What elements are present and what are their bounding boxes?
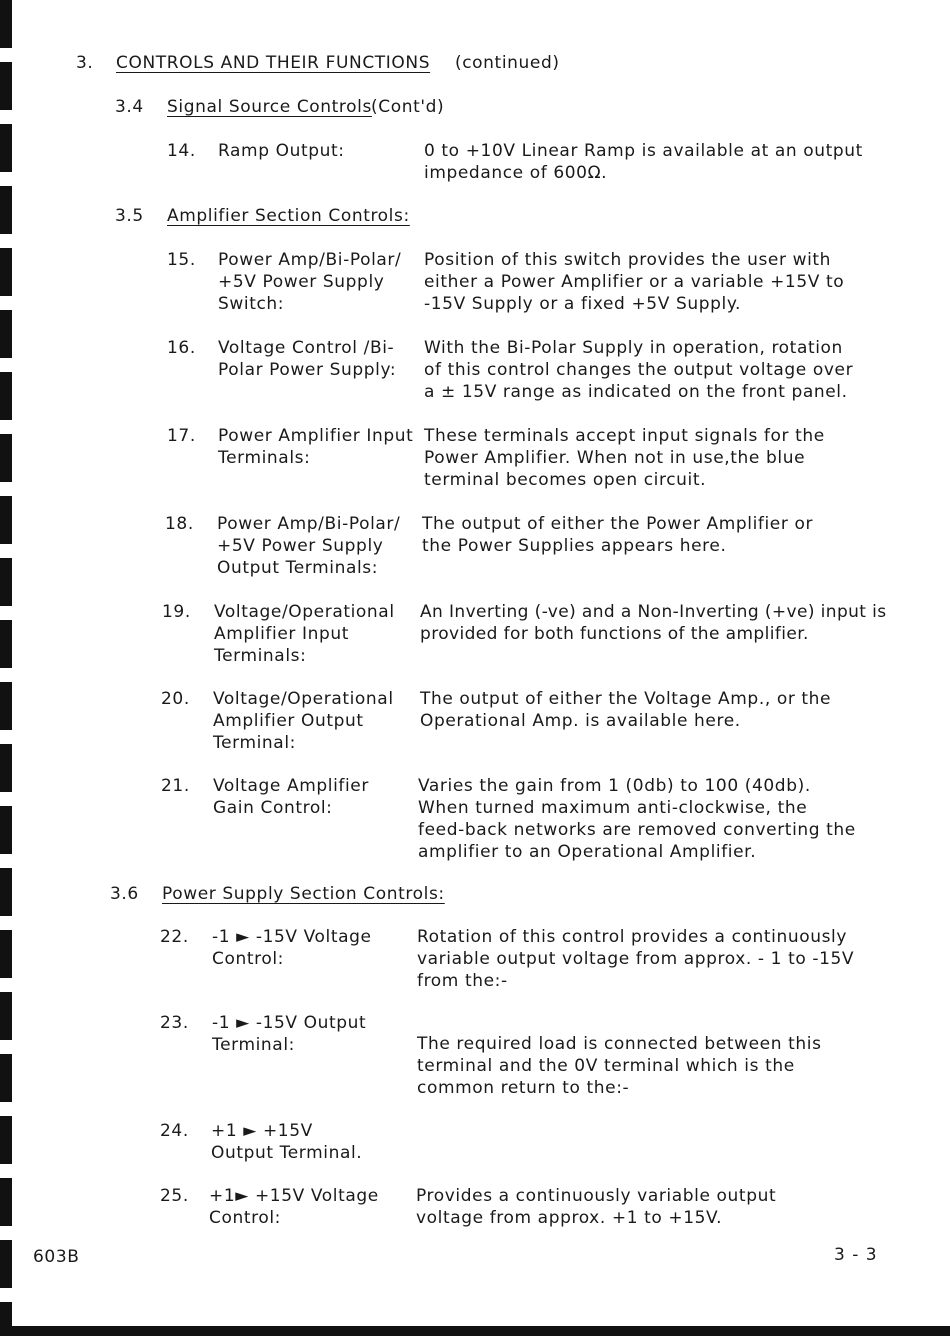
item-description: Varies the gain from 1 (0db) to 100 (40db). When turned maximum anti-clockwise, the feed-back networks are removed converting the amplifier to an Operational Amplifier.: [418, 776, 856, 862]
item-label: Voltage/Operational Amplifier Output Terminal:: [213, 689, 394, 753]
item-description: Provides a continuously variable output voltage from approx. +1 to +15V.: [416, 1186, 777, 1228]
item-label: +1 ► +15V Output Terminal.: [211, 1121, 363, 1163]
item-number: 25.: [160, 1186, 189, 1206]
item-label: Voltage Control /Bi-Polar Power Supply:: [218, 338, 397, 380]
item-label: Voltage Amplifier Gain Control:: [213, 776, 369, 818]
item-label: -1 ► -15V Voltage Control:: [212, 927, 372, 969]
item-number: 22.: [160, 927, 189, 947]
item-description: The required load is connected between this terminal and the 0V terminal which is the common return to the:-: [417, 1034, 822, 1098]
item-label: Voltage/Operational Amplifier Input Terminals:: [214, 602, 395, 666]
item-description: The output of either the Power Amplifier or the Power Supplies appears here.: [422, 514, 814, 556]
item-number: 19.: [162, 602, 191, 622]
section-title-suffix: (Cont'd): [371, 97, 445, 117]
item-number: 23.: [160, 1013, 189, 1033]
section-number: 3.4: [115, 97, 144, 117]
binding-margin: [0, 0, 12, 1336]
item-number: 15.: [167, 250, 196, 270]
item-label: Power Amp/Bi-Polar/ +5V Power Supply Switch:: [218, 250, 402, 314]
item-label: -1 ► -15V Output Terminal:: [212, 1013, 367, 1055]
chapter-title-suffix: (continued): [455, 53, 560, 73]
scan-edge: [0, 1326, 950, 1336]
item-description: The output of either the Voltage Amp., or the Operational Amp. is available here.: [420, 689, 832, 731]
item-number: 20.: [161, 689, 190, 709]
item-number: 24.: [160, 1121, 189, 1141]
item-number: 21.: [161, 776, 190, 796]
section-title: Signal Source Controls: [167, 97, 372, 117]
section-title: Amplifier Section Controls:: [167, 206, 410, 226]
item-description: These terminals accept input signals for the Power Amplifier. When not in use,the blue terminal becomes open circuit.: [424, 426, 825, 490]
item-description: 0 to +10V Linear Ramp is available at an output impedance of 600Ω.: [424, 141, 863, 183]
document-code: 603B: [33, 1247, 80, 1267]
section-number: 3.5: [115, 206, 144, 226]
item-number: 17.: [167, 426, 196, 446]
item-description: Rotation of this control provides a continuously variable output voltage from approx. - 1 to -15V from the:-: [417, 927, 855, 991]
item-label: +1► +15V Voltage Control:: [209, 1186, 379, 1228]
section-title: Power Supply Section Controls:: [162, 884, 445, 904]
item-number: 18.: [165, 514, 194, 534]
chapter-title: CONTROLS AND THEIR FUNCTIONS: [116, 53, 431, 73]
item-description: With the Bi-Polar Supply in operation, rotation of this control changes the output voltage over a ± 15V range as indicated on the front panel.: [424, 338, 854, 402]
chapter-number: 3.: [76, 53, 94, 73]
item-number: 16.: [167, 338, 196, 358]
item-label: Power Amp/Bi-Polar/ +5V Power Supply Output Terminals:: [217, 514, 401, 578]
item-number: 14.: [167, 141, 196, 161]
item-description: An Inverting (-ve) and a Non-Inverting (+ve) input is provided for both functions of the amplifier.: [420, 602, 887, 644]
section-number: 3.6: [110, 884, 139, 904]
item-label: Power Amplifier Input Terminals:: [218, 426, 414, 468]
item-description: Position of this switch provides the user with either a Power Amplifier or a variable +15V to -15V Supply or a fixed +5V Supply.: [424, 250, 845, 314]
page-number: 3 - 3: [834, 1245, 878, 1265]
item-label: Ramp Output:: [218, 141, 345, 161]
